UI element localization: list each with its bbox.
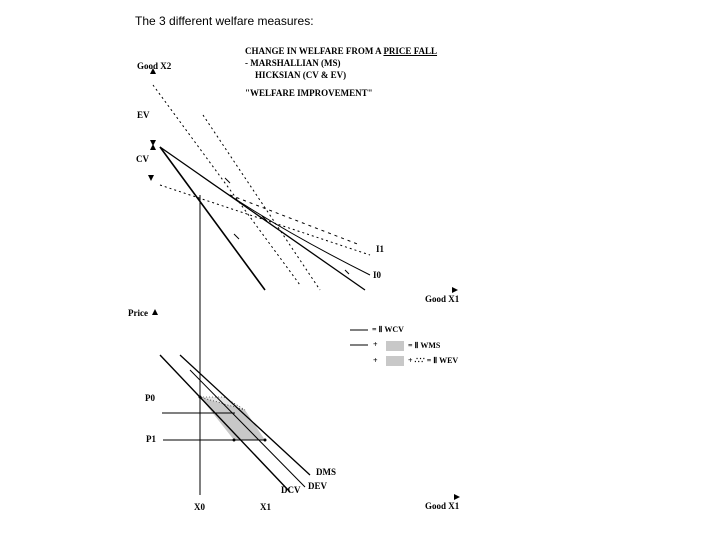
tick-mark [225,178,230,183]
ev-marker-down [150,144,156,150]
dotted-budget-line-2 [203,115,320,290]
top-x-axis-label: Good X1 [425,294,460,304]
legend-row-2-sign: + [373,340,378,349]
budget-line-new [160,147,365,290]
p1-label: P1 [146,434,156,444]
legend-row-2: = Ⅱ WMS [408,341,441,350]
legend-row-1: = Ⅱ WCV [372,325,404,334]
bottom-x-axis-arrow [454,494,460,500]
point-marker [233,439,236,442]
heading-prefix: CHANGE IN WELFARE FROM A [245,46,384,56]
dotted-budget-line-1 [153,85,300,285]
demand-curve-dev [190,370,305,487]
legend-row-3: + ∴∵ = Ⅱ WEV [408,356,459,365]
legend-swatch-ms [386,341,404,351]
dcv-label: DCV [281,485,301,495]
ev-label: EV [137,110,150,120]
top-x-axis-arrow [452,287,458,293]
bottom-x-axis-label: Good X1 [425,501,460,511]
budget-line-initial [160,147,265,290]
legend-row-3-sign: + [373,356,378,365]
heading-line-3: HICKSIAN (CV & EV) [255,70,347,80]
point-marker [264,439,267,442]
x1-label: X1 [260,502,271,512]
curve-label-i1: I1 [376,244,385,254]
indifference-curve-i1 [230,195,360,245]
x0-label: X0 [194,502,205,512]
legend-swatch-ev [386,356,404,366]
p0-label: P0 [145,393,155,403]
price-axis-arrow [152,309,158,315]
heading-underlined: PRICE FALL [383,46,438,56]
top-y-axis-label: Good X2 [137,61,172,71]
indifference-curve-i0 [200,175,370,275]
point-marker [199,396,202,399]
dms-label: DMS [316,467,336,477]
heading-line-2: - MARSHALLIAN (MS) [245,58,341,68]
cv-label: CV [136,154,149,164]
demand-curve-dcv [160,355,290,492]
page-title: The 3 different welfare measures: [135,14,314,28]
dev-label: DEV [308,481,328,491]
price-axis-label: Price [128,308,148,318]
tick-mark [234,234,239,239]
heading-line-4: "WELFARE IMPROVEMENT" [245,88,373,98]
cv-marker [148,175,154,181]
tick-mark [345,270,349,274]
curve-label-i0: I0 [373,270,382,280]
